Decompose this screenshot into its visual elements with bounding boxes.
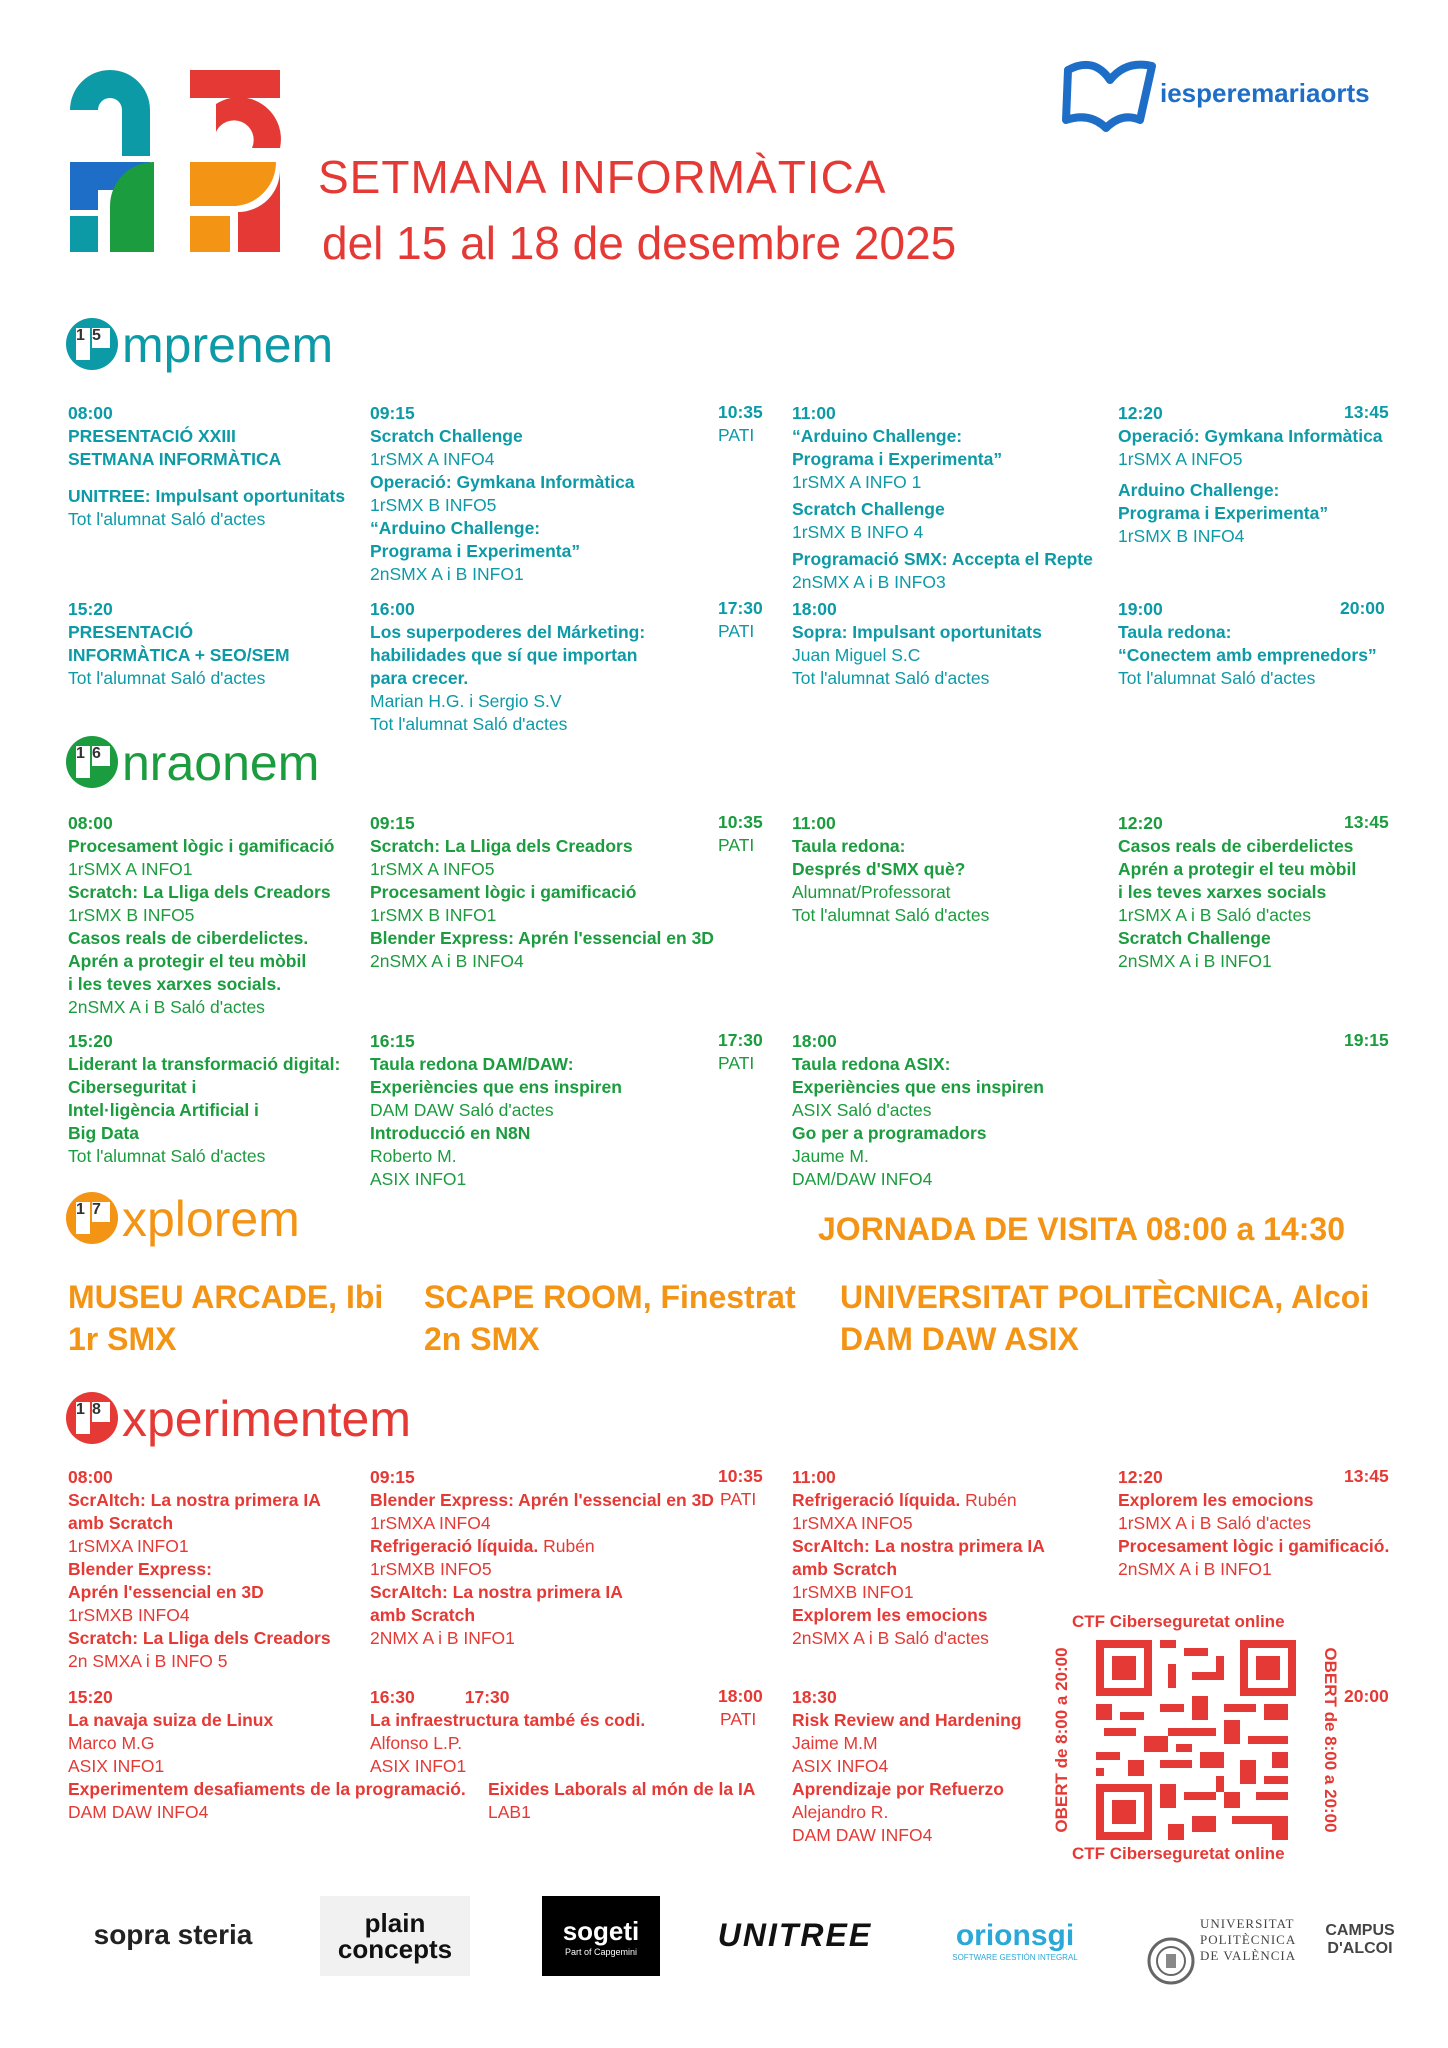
ctf-label-bottom: CTF Ciberseguretat online (1072, 1844, 1285, 1863)
sponsor-sopra-steria: sopra steria (93, 1919, 253, 1950)
d15-slot-1600-end: 17:30 (718, 598, 763, 618)
d18-slot-0915-end: 10:35 (718, 1466, 763, 1486)
d15-slot-0800: 08:00 PRESENTACIÓ XXIII SETMANA INFORMÀTICA UNITREE: Impulsant oportunitats Tot l'alumnat Saló d'actes (68, 403, 346, 529)
day-18-title: xperimentem (122, 1391, 411, 1447)
d18-slot-1520: 15:20 La navaja suiza de Linux Marco M.G ASIX INFO1 Experimentem desafiaments de la programació. DAM DAW INFO4 (68, 1687, 466, 1822)
d18-pati-1: PATI (720, 1489, 757, 1509)
d16-slot-1220: 12:20 Casos reals de ciberdelictes Aprén a protegir el teu mòbil i les teves xarxes socials 1rSMX A i B Saló d'actes Scratch Challenge 2nSMX A i B INFO1 (1118, 813, 1357, 971)
qr-code-icon[interactable] (1096, 1640, 1296, 1840)
day-15-title: mprenem (122, 317, 334, 373)
d16-slot-1220-end: 13:45 (1344, 812, 1389, 832)
d16-pati-2: PATI (718, 1053, 755, 1073)
day-16-badge: 1 6 (66, 736, 118, 788)
d18-slot-1630: 16:30 17:30 La infraestructura també és codi. Alfonso L.P. ASIX INFO1 (370, 1687, 646, 1776)
d15-pati-2: PATI (718, 621, 755, 641)
sponsor-sogeti: sogeti Part of Capgemini (542, 1896, 660, 1976)
d18-slot-1220-end: 13:45 (1344, 1466, 1389, 1486)
d18-slot-1630-end: 18:00 (718, 1686, 763, 1706)
logo-23 (66, 66, 286, 256)
d16-slot-end-1915: 19:15 (1344, 1030, 1389, 1050)
d16-slot-1100: 11:00 Taula redona: Després d'SMX què? Alumnat/Professorat Tot l'alumnat Saló d'actes (792, 813, 990, 925)
d18-slot-1830: 18:30 Risk Review and Hardening Jaime M.M ASIX INFO4 Aprendizaje por Refuerzo Alejandro R. DAM DAW INFO4 (792, 1687, 1022, 1845)
d15-pati-1: PATI (718, 425, 755, 445)
book-icon (1060, 50, 1156, 134)
d18-pati-2: PATI (720, 1709, 757, 1729)
day-16-title: nraonem (122, 735, 320, 791)
day-17-title: xplorem (122, 1191, 300, 1247)
d15-slot-1220: 12:20 Operació: Gymkana Informàtica 1rSMX A INFO5 Arduino Challenge: Programa i Experimenta” 1rSMX B INFO4 (1118, 403, 1383, 546)
d16-slot-1800: 18:00 Taula redona ASIX: Experiències que ens inspiren ASIX Saló d'actes Go per a programadors Jaume M. DAM/DAW INFO4 (792, 1031, 1044, 1189)
d16-slot-0800: 08:00 Procesament lògic i gamificació 1rSMX A INFO1 Scratch: La Lliga dels Creadors 1rSMX B INFO5 Casos reals de ciberdelictes. Aprén a protegir el teu mòbil i les teves xarxes socials. 2nSMX A i B Saló d'actes (68, 813, 335, 1017)
d18-slot-0915: 09:15 Blender Express: Aprén l'essencial en 3D 1rSMXA INFO4 Refrigeració líquida. Rubén 1rSMXB INFO5 ScrAItch: La nostra primera IA amb Scratch 2NMX A i B INFO1 (370, 1467, 714, 1648)
d15-slot-1800: 18:00 Sopra: Impulsant oportunitats Juan Miguel S.C Tot l'alumnat Saló d'actes (792, 599, 1042, 688)
ctf-label-top: CTF Ciberseguretat online (1072, 1612, 1285, 1631)
d15-slot-0915: 09:15 Scratch Challenge 1rSMX A INFO4 Operació: Gymkana Informàtica 1rSMX B INFO5 “Arduino Challenge: Programa i Experimenta” 2nSMX A i B INFO1 (370, 403, 635, 584)
visit-upv-alcoi: UNIVERSITAT POLITÈCNICA, Alcoi DAM DAW ASIX (840, 1279, 1370, 1357)
day-17-header (66, 1191, 300, 1247)
d15-slot-1900-end: 20:00 (1340, 598, 1385, 618)
sponsor-unitree: UNITREE (717, 1916, 873, 1953)
school-name: iesperemariaorts (1160, 78, 1370, 108)
d18-slot-1220: 12:20 Explorem les emocions 1rSMX A i B Saló d'actes Procesament lògic i gamificació. 2nSMX A i B INFO1 (1118, 1467, 1390, 1579)
d15-slot-1100: 11:00 “Arduino Challenge: Programa i Experimenta” 1rSMX A INFO 1 Scratch Challenge 1rSMX B INFO 4 Programació SMX: Accepta el Repte 2nSMX A i B INFO3 (792, 403, 1093, 592)
sponsor-plain-concepts: plain concepts (320, 1896, 470, 1976)
ctf-open-right: OBERT de 8:00 a 20:00 (1321, 1647, 1340, 1833)
d16-slot-1615: 16:15 Taula redona DAM/DAW: Experiències que ens inspiren DAM DAW Saló d'actes Introducció en N8N Roberto M. ASIX INFO1 (370, 1031, 622, 1189)
d15-slot-1220-end: 13:45 (1344, 402, 1389, 422)
visit-scape-room: SCAPE ROOM, Finestrat 2n SMX (424, 1279, 796, 1357)
d16-pati-1: PATI (718, 835, 755, 855)
sponsor-upv: UNIVERSITAT POLITÈCNICA DE VALÈNCIA (1200, 1916, 1297, 1963)
ctf-open-left: OBERT de 8:00 a 20:00 (1052, 1647, 1071, 1833)
event-dates: del 15 al 18 de desembre 2025 (322, 217, 957, 269)
visit-museu-arcade: MUSEU ARCADE, Ibi 1r SMX (68, 1279, 384, 1357)
event-title: SETMANA INFORMÀTICA (318, 151, 887, 203)
ctf-end-time: 20:00 (1344, 1686, 1389, 1706)
day-18-badge: 1 8 (66, 1392, 118, 1444)
d15-slot-0915-end: 10:35 (718, 402, 763, 422)
d15-slot-1900: 19:00 Taula redona: “Conectem amb emprenedors” Tot l'alumnat Saló d'actes (1118, 599, 1377, 688)
d18-slot-1100: 11:00 Refrigeració líquida. Rubén 1rSMXA INFO5 ScrAItch: La nostra primera IA amb Scratch 1rSMXB INFO1 Explorem les emocions 2nSMX A i B Saló d'actes (792, 1467, 1045, 1648)
visit-day-label: JORNADA DE VISITA 08:00 a 14:30 (818, 1211, 1345, 1247)
day-17-badge: 1 7 (66, 1192, 118, 1244)
d15-slot-1600: 16:00 Los superpoderes del Márketing: habilidades que sí que importan para crecer. Marian H.G. i Sergio S.V Tot l'alumnat Saló d'actes (370, 599, 646, 734)
d16-slot-1615-end: 17:30 (718, 1030, 763, 1050)
d18-slot-eixides: Eixides Laborals al món de la IA LAB1 (488, 1779, 756, 1822)
sponsor-orionsgi: orionsgi SOFTWARE GESTIÓN INTEGRAL (952, 1918, 1078, 1962)
upv-seal-icon (1146, 1936, 1196, 1986)
sponsor-campus-alcoi: CAMPUS D'ALCOI (1325, 1922, 1395, 1957)
day-18-header (66, 1391, 411, 1447)
day-15-badge: 1 5 (66, 318, 118, 370)
day-15-header (66, 317, 334, 373)
d16-slot-0915: 09:15 Scratch: La Lliga dels Creadors 1rSMX A INFO5 Procesament lògic i gamificació 1rSMX B INFO1 Blender Express: Aprén l'essencial en 3D 2nSMX A i B INFO4 (370, 813, 714, 971)
day-16-header (66, 735, 320, 791)
d18-slot-0800: 08:00 ScrAItch: La nostra primera IA amb Scratch 1rSMXA INFO1 Blender Express: Aprén l'essencial en 3D 1rSMXB INFO4 Scratch: La Lliga dels Creadors 2n SMXA i B INFO 5 (68, 1467, 331, 1671)
d16-slot-0915-end: 10:35 (718, 812, 763, 832)
d15-slot-1520: 15:20 PRESENTACIÓ INFORMÀTICA + SEO/SEM Tot l'alumnat Saló d'actes (68, 599, 290, 688)
d16-slot-1520: 15:20 Liderant la transformació digital: Ciberseguritat i Intel·ligència Artificial i Big Data Tot l'alumnat Saló d'actes (68, 1031, 341, 1166)
